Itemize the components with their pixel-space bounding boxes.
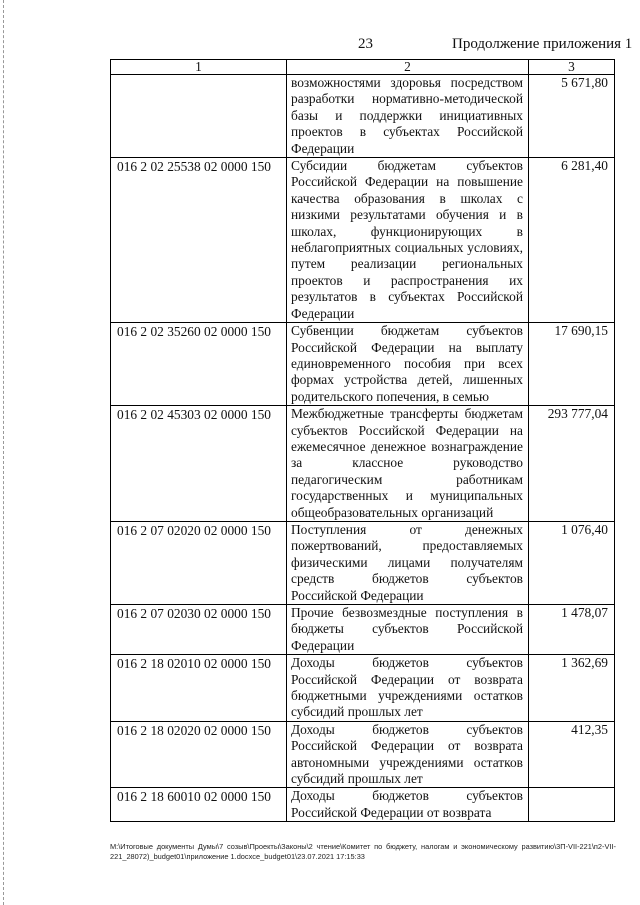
- table-row: [111, 158, 615, 323]
- table-row: [111, 323, 615, 406]
- column-header-1: 1: [111, 60, 287, 75]
- budget-code: 016 2 02 25538 02 0000 150: [111, 158, 287, 323]
- row-description: Прочие безвозмездные поступления в бюджеты субъектов Российской Федерации: [287, 605, 529, 655]
- row-description: Доходы бюджетов субъектов Российской Федерации от возврата: [287, 788, 529, 822]
- table-row: [111, 655, 615, 722]
- row-amount: 293 777,04: [529, 406, 615, 522]
- table-row: [111, 521, 615, 604]
- row-amount: 17 690,15: [529, 323, 615, 406]
- row-amount: 1 478,07: [529, 605, 615, 655]
- table-header-row: [111, 60, 615, 75]
- row-amount: 1 362,69: [529, 655, 615, 722]
- row-description: Поступления от денежных пожертвований, предоставляемых физическими лицами получателям средств бюджетов субъектов Российской Федерации: [287, 521, 529, 604]
- row-description: Доходы бюджетов субъектов Российской Федерации от возврата автономными учреждениями остатков субсидий прошлых лет: [287, 721, 529, 788]
- column-header-2: 2: [287, 60, 529, 75]
- page-number: 23: [358, 36, 373, 52]
- revenue-table: [110, 59, 615, 822]
- row-amount: 1 076,40: [529, 521, 615, 604]
- page-margin-line: [3, 0, 4, 905]
- row-amount: 412,35: [529, 721, 615, 788]
- row-amount: [529, 788, 615, 822]
- budget-code: 016 2 07 02020 02 0000 150: [111, 521, 287, 604]
- document-path-footer: M:\Итоговые документы Думы\7 созыв\Проекты\Законы\2 чтение\Комитет по бюджету, налогам и экономическому развитию\3П-VII-221\п2-VII-221_28072)_budget01\приложение 1.docxсе_budget01\23.07.2021 17:15:33: [110, 842, 616, 861]
- continuation-heading: Продолжение приложения 1: [452, 36, 633, 52]
- table-row: [111, 75, 615, 158]
- budget-code: 016 2 07 02030 02 0000 150: [111, 605, 287, 655]
- row-description: Субвенции бюджетам субъектов Российской Федерации на выплату единовременного пособия при всех формах устройства детей, лишенных родительского попечения, в семью: [287, 323, 529, 406]
- row-description: Доходы бюджетов субъектов Российской Федерации от возврата бюджетными учреждениями остатков субсидий прошлых лет: [287, 655, 529, 722]
- column-header-3: 3: [529, 60, 615, 75]
- budget-code: 016 2 02 35260 02 0000 150: [111, 323, 287, 406]
- table-row: [111, 721, 615, 788]
- table-row: [111, 788, 615, 822]
- budget-code: [111, 75, 287, 158]
- table-row: [111, 605, 615, 655]
- budget-code: 016 2 02 45303 02 0000 150: [111, 406, 287, 522]
- table-row: [111, 406, 615, 522]
- row-description: Субсидии бюджетам субъектов Российской Федерации на повышение качества образования в школах с низкими результатами обучения и в школах, функционирующих в неблагоприятных социальных условиях, путем реализации региональных проектов и распространения их результатов в субъектах Российской Федерации: [287, 158, 529, 323]
- budget-code: 016 2 18 60010 02 0000 150: [111, 788, 287, 822]
- budget-code: 016 2 18 02010 02 0000 150: [111, 655, 287, 722]
- row-description: Межбюджетные трансферты бюджетам субъектов Российской Федерации на ежемесячное денежное вознаграждение за классное руководство педагогическим работникам государственных и муниципальных общеобразовательных организаций: [287, 406, 529, 522]
- row-amount: 6 281,40: [529, 158, 615, 323]
- row-amount: 5 671,80: [529, 75, 615, 158]
- row-description: возможностями здоровья посредством разработки нормативно-методической базы и поддержки инициативных проектов в субъектах Российской Федерации: [287, 75, 529, 158]
- budget-code: 016 2 18 02020 02 0000 150: [111, 721, 287, 788]
